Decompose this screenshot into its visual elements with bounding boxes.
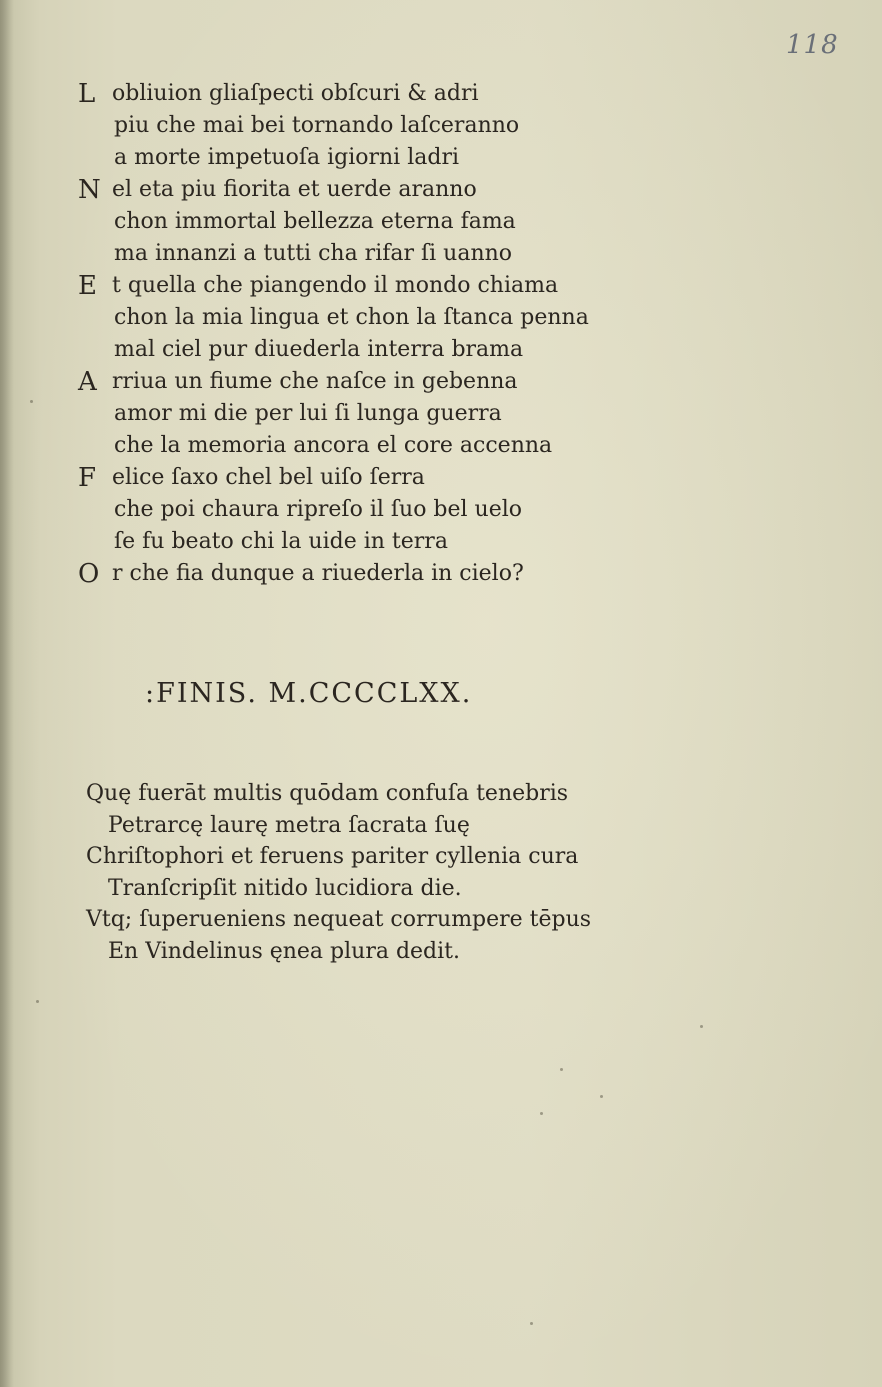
poem-line-text: elice ſaxo chel bel uiſo ſerra xyxy=(112,465,425,490)
colophon-block xyxy=(86,778,646,967)
poem-line-text: che la memoria ancora el core accenna xyxy=(114,433,553,458)
poem-line-text: el eta piu fiorita et uerde aranno xyxy=(112,177,477,202)
colophon-line: Tranſcripſit nitido lucidiora die. xyxy=(108,875,462,901)
paper-speck xyxy=(36,1000,39,1003)
poem-line xyxy=(78,526,638,558)
poem-line xyxy=(78,398,638,430)
stanza-initial: A xyxy=(78,367,97,397)
poem-line-text: chon la mia lingua et chon la ſtanca penna xyxy=(114,305,589,330)
colophon-line: Petrarcę laurę metra ſacrata ſuę xyxy=(108,812,470,838)
poem-line-text: t quella che piangendo il mondo chiama xyxy=(112,273,559,298)
poem-line-text: piu che mai bei tornando laſceranno xyxy=(114,113,520,138)
poem-line-text: obliuion gliaſpecti obſcuri & adri xyxy=(112,81,479,106)
colophon-line: Quę fuerāt multis quōdam confuſa tenebris xyxy=(86,781,569,806)
poem-line xyxy=(78,430,638,462)
poem-line xyxy=(78,334,638,366)
poem-line xyxy=(78,366,638,398)
colophon-line: Chriſtophori et feruens pariter cyllenia cura xyxy=(86,844,579,869)
poem-block xyxy=(78,78,638,590)
colophon-line: Vtq; ſuperueniens nequeat corrumpere tēpus xyxy=(86,907,592,932)
poem-line xyxy=(78,110,638,142)
poem-line xyxy=(78,174,638,206)
poem-line-text: ma innanzi a tutti cha rifar ſi uanno xyxy=(114,241,513,266)
poem-line xyxy=(78,302,638,334)
poem-line xyxy=(78,462,638,494)
paper-speck xyxy=(600,1095,603,1098)
paper-speck xyxy=(530,1322,533,1325)
stanza-initial: N xyxy=(78,175,101,205)
stanza-initial: F xyxy=(78,463,97,493)
poem-line xyxy=(78,270,638,302)
colophon-line: En Vindelinus ęnea plura dedit. xyxy=(108,938,461,964)
paper-speck xyxy=(560,1068,563,1071)
poem-line xyxy=(78,142,638,174)
stanza-initial: O xyxy=(78,559,100,589)
page-edge-shadow xyxy=(0,0,14,1387)
poem-line xyxy=(78,206,638,238)
folio-number: 118 xyxy=(786,30,839,60)
poem-line xyxy=(78,494,638,526)
paper-speck xyxy=(30,400,33,403)
poem-line-text: ſe fu beato chi la uide in terra xyxy=(114,529,448,554)
poem-line-text: amor mi die per lui ſi lunga guerra xyxy=(114,401,502,426)
poem-line-text: a morte impetuoſa igiorni ladri xyxy=(114,145,459,170)
poem-line-text: chon immortal bellezza eterna fama xyxy=(114,209,516,234)
stanza-initial: E xyxy=(78,271,97,301)
poem-line-text: rriua un fiume che naſce in gebenna xyxy=(112,369,518,394)
poem-line xyxy=(78,78,638,110)
poem-line-text: mal ciel pur diuederla interra brama xyxy=(114,337,524,362)
poem-line xyxy=(78,238,638,270)
poem-line xyxy=(78,558,638,590)
paper-speck xyxy=(540,1112,543,1115)
poem-line-text: che poi chaura ripreſo il ſuo bel uelo xyxy=(114,497,523,522)
poem-line-text: r che fia dunque a riuederla in cielo? xyxy=(112,561,524,586)
stanza-initial: L xyxy=(78,79,96,109)
paper-speck xyxy=(700,1025,703,1028)
finis-heading: :FINIS. M.CCCCLXX. xyxy=(145,678,473,709)
